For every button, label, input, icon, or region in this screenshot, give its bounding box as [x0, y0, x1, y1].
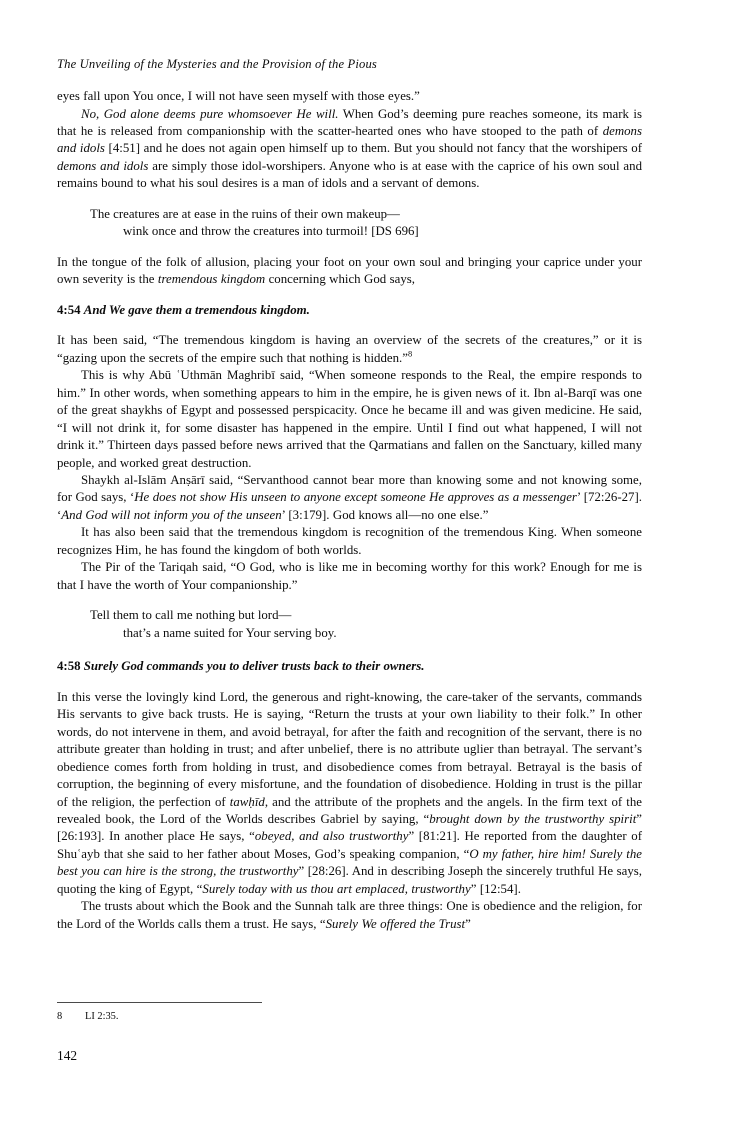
p5-text: This is why Abū ʿUthmān Maghribī said, “When someone responds to the Real, the empire responds to him.” In other words, when something appears to him in the empire, he is given news of it. Ibn al-Barqī was one of the great shaykhs of Egypt and possessed perspicacity. Once he became ill and was given medicine. He said, “I will not drink it, for some disaster has happened in the empire. Until I find out what happened, I will not drink it.” Thirteen days passed before news arrived that the Qarmatians and fallen on the Sanctuary, killed many people, and worked great destruction. [57, 368, 642, 470]
paragraph-continued [57, 88, 642, 105]
p9-italic-quran-26: brought down by the trustworthy spirit [429, 811, 637, 826]
spacer [57, 72, 642, 88]
quran-verse-heading-4-54 [57, 302, 642, 319]
p9-italic-tawhid: tawḥīd [229, 794, 265, 809]
p9-part6: ” [12:54]. [470, 881, 521, 896]
p10-part1: The trusts about which the Book and the Sunnah talk are three things: One is obedience and the religion, for the Lord of the Worlds calls them a trust. He says, “ [57, 899, 642, 931]
p9-part5: ” [28:26]. And in describing Joseph the sincerely truthful He says, quoting the king of Egypt, “ [57, 864, 642, 896]
p8-text: The Pir of the Tariqah said, “O God, who is like me in becoming worthy for this work? Enough for me is that I have the worth of Your companionship.” [57, 560, 642, 592]
footnote-entry [57, 1010, 642, 1023]
footnote-text: LI 2:35. [85, 1011, 119, 1022]
verse-line: Tell them to call me nothing but lord— [90, 608, 292, 623]
p2-part1: When God’s deeming pure reaches someone, its mark is that he is released from companionship with the scatter-hearted ones who have stooped to the path of [57, 106, 642, 139]
p6-part3: ’ [3:179]. God knows all—no one else.” [281, 507, 489, 522]
spacer [57, 319, 642, 332]
verse-line: The creatures are at ease in the ruins of their own makeup— [90, 206, 400, 221]
footnote-separator-rule [57, 1002, 262, 1003]
p9-italic-quran-12: Surely today with us thou art emplaced, trustworthy [202, 881, 471, 896]
p3-italic-tremendous-kingdom: tremendous kingdom [157, 272, 266, 287]
p6-part2: ’ [72:26-27]. ‘ [57, 490, 642, 522]
p2-part2: [4:51] and he does not again open himself up to them. But you should not fancy that the worshipers of [104, 141, 642, 156]
p7-text: It has also been said that the tremendous kingdom is recognition of the tremendous King. When someone recognizes Him, he has found the kingdom of both worlds. [57, 525, 642, 557]
p3-part1: In the tongue of the folk of allusion, placing your foot on your own soul and bringing your caprice under your own severity is the [57, 255, 642, 287]
p9-italic-quran-28: O my father, hire him! Surely the best you can hire is the strong, the trustworthy [57, 846, 643, 879]
paragraph-maghribi [57, 367, 642, 472]
spacer [57, 594, 642, 607]
p9-part4: ” [81:21]. He reported from the daughter of Shuʿayb that she said to her father about Moses, God’s speaking companion, “ [57, 829, 642, 861]
paragraph-pir-of-tariqah [57, 559, 642, 594]
paragraph-ansari [57, 472, 642, 524]
spacer [57, 676, 642, 689]
paragraph-it-has-been-said [57, 332, 642, 367]
quran-verse-heading-4-58 [57, 658, 642, 675]
p2-italic-demons-idols-2: demons and idols [57, 158, 149, 173]
p9-italic-quran-81: obeyed, and also trustworthy [254, 829, 409, 844]
p4-part1: It has been said, “The tremendous kingdom is having an overview of the secrets of the creatures,” or it is “gazing upon the secrets of the empire such that nothing is hidden.” [57, 333, 642, 365]
verse-line: that’s a name suited for Your serving boy. [123, 625, 337, 640]
verse-line: wink once and throw the creatures into turmoil! [DS 696] [123, 224, 419, 239]
p6-part1: Shaykh al-Islām Anṣārī said, “Servanthood cannot bear more than knowing some and not knowing some, for God says, ‘ [57, 473, 642, 505]
page-content [57, 0, 642, 933]
verse-block-lord [57, 607, 642, 642]
paragraph-deeming-pure [57, 106, 642, 193]
verse-text: And We gave them a tremendous kingdom. [83, 302, 310, 317]
spacer [57, 642, 642, 658]
quran-quote-inline: No, God alone deems pure whomsoever He will. [81, 106, 339, 121]
p10-italic-quran-trust: Surely We offered the Trust [325, 916, 466, 931]
verse-reference: 4:58 [57, 659, 81, 674]
p9-part2: , and the attribute of the prophets and the angels. In the firm text of the revealed book, the Lord of the Worlds describes Gabriel by saying, “ [57, 794, 642, 826]
p2-part3: are simply those idol-worshipers. Anyone who is at ease with the caprice of his own soul and remains bound to what his soul desires is a man of idols and a servant of demons. [57, 158, 643, 191]
p6-italic-quran-72: He does not show His unseen to anyone except someone He approves as a messenger [134, 490, 577, 505]
footnote-area [57, 1002, 642, 1023]
paragraph-trusts-commentary [57, 689, 642, 898]
footnote-number: 8 [57, 1011, 63, 1022]
verse-text: Surely God commands you to deliver trusts back to their owners. [83, 659, 425, 674]
page-number: 142 [57, 1048, 78, 1063]
spacer [57, 289, 642, 302]
verse-reference: 4:54 [57, 302, 81, 317]
paragraph-tongue-of-allusion [57, 254, 642, 289]
running-head: The Unveiling of the Mysteries and the Provision of the Pious [57, 57, 377, 71]
spacer [57, 193, 642, 206]
p3-part2: concerning which God says, [265, 272, 415, 287]
footnote-marker: 8 [408, 349, 413, 359]
p9-part3: ” [26:193]. In another place He says, “ [57, 811, 642, 844]
paragraph-three-trusts [57, 898, 642, 933]
p9-part1: In this verse the lovingly kind Lord, the generous and right-knowing, the care-taker of the servants, commands His servants to give back trusts. He is saying, “Return the trusts at your own liability to their folk.” In other words, do not intervene in them, and avoid betrayal, for after the faith and recognition of the servant, there is no attribute greater than holding in trust; and after unbelief, there is no attribute uglier than betrayal. The servant’s obedience comes forth from holding in trust, and disobedience comes from betrayal. Betrayal is the basis of corruption, the beginning of every misfortune, and the foundation of disobedience. Holding in trust is the pillar of the religion, the perfection of [57, 689, 642, 809]
paragraph-continued-text: eyes fall upon You once, I will not have seen myself with those eyes.” [57, 89, 420, 104]
p10-part2: ” [465, 916, 471, 931]
spacer [57, 241, 642, 254]
p2-italic-demons-idols-1: demons and idols [57, 124, 642, 156]
p6-italic-quran-3: And God will not inform you of the unseen [61, 507, 282, 522]
paragraph-recognition-of-king [57, 524, 642, 559]
verse-block-creatures [57, 206, 642, 241]
